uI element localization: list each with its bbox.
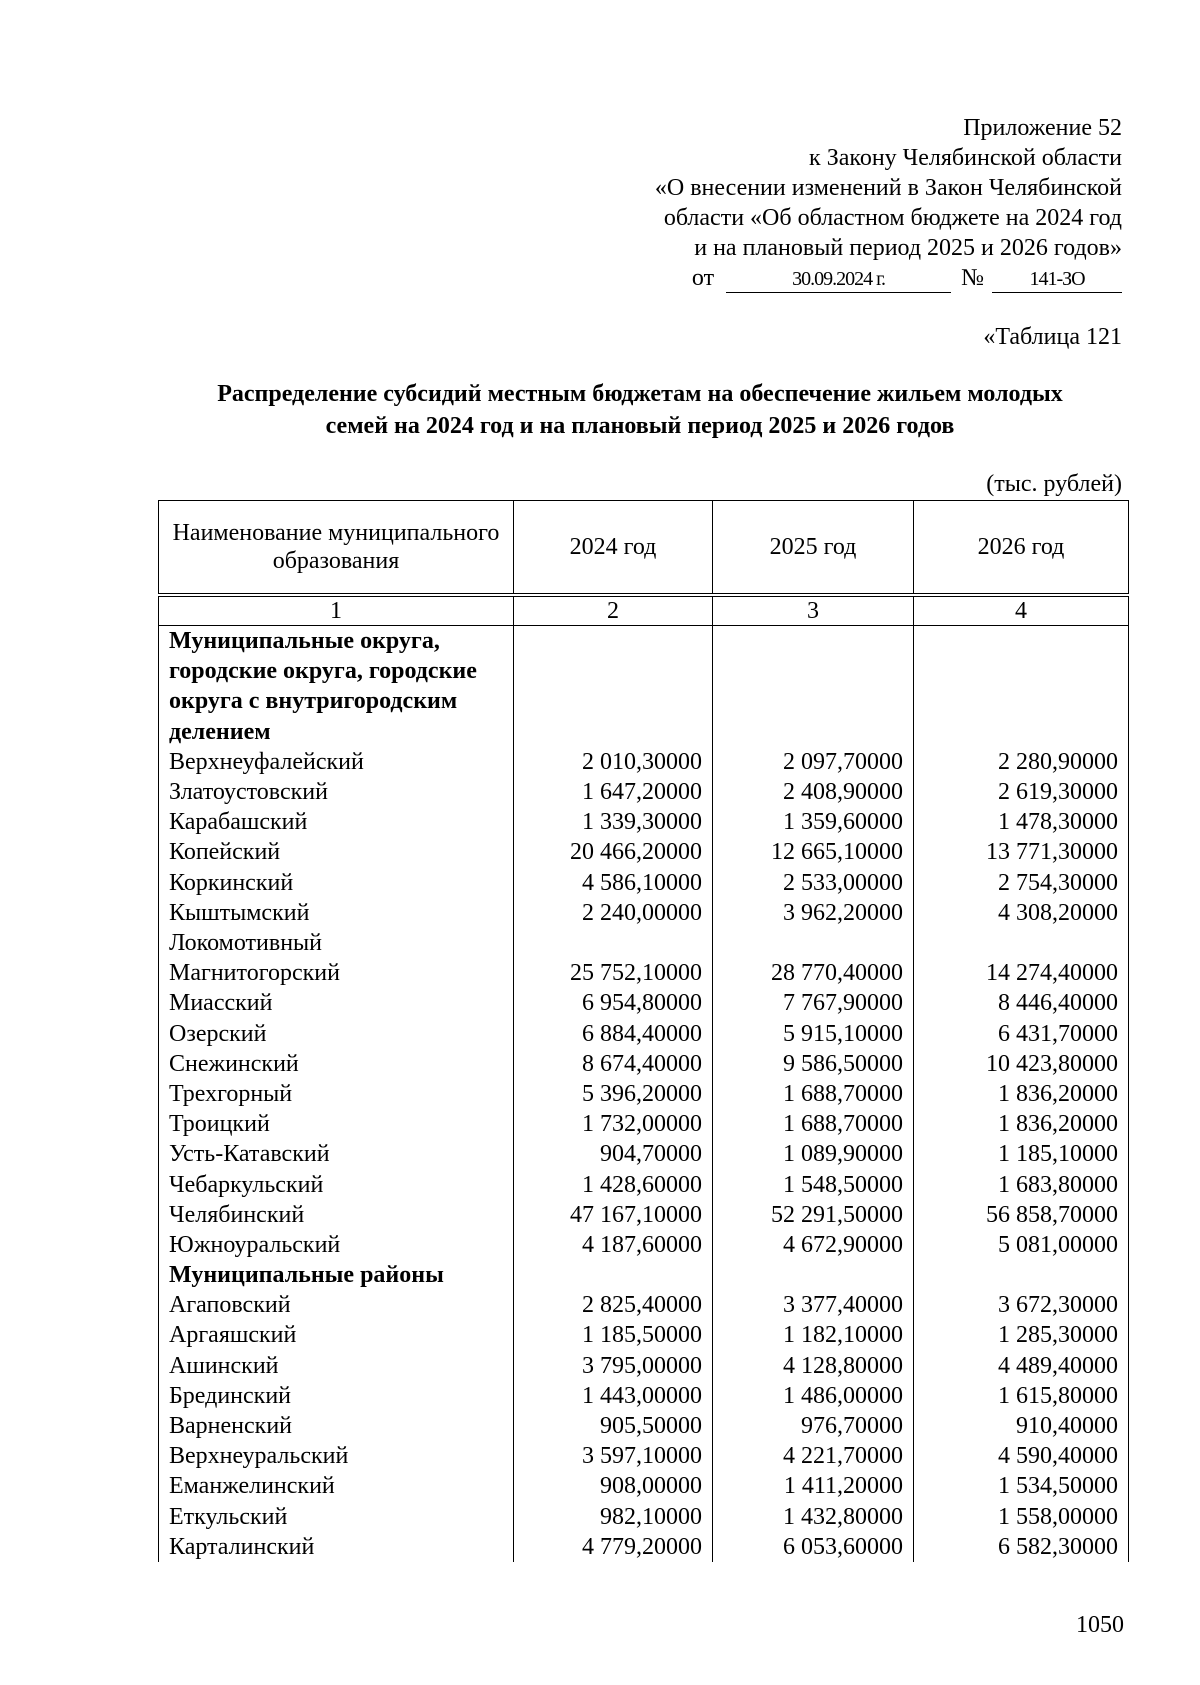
table-row [159,958,1129,988]
value-2026: 1 836,20000 [914,1079,1129,1109]
municipality-name: Кыштымский [159,898,514,928]
document-title [120,378,1160,442]
number-sign: № [961,265,984,291]
value-2024: 1 185,50000 [514,1320,713,1350]
appendix-law-title-1: «О внесении изменений в Закон Челябинской [654,175,1122,201]
column-number-3: 3 [713,595,914,626]
column-number-row [159,595,1129,626]
value-2026: 8 446,40000 [914,988,1129,1018]
value-2025: 2 097,70000 [713,747,914,777]
municipality-name: Верхнеуральский [159,1441,514,1471]
value-2026: 1 534,50000 [914,1471,1129,1501]
value-2026: 10 423,80000 [914,1049,1129,1079]
empty-cell [713,626,914,747]
table-row [159,1471,1129,1501]
value-2025: 1 688,70000 [713,1109,914,1139]
municipality-name: Еткульский [159,1502,514,1532]
value-2024: 4 187,60000 [514,1230,713,1260]
municipality-name: Варненский [159,1411,514,1441]
municipality-name: Карабашский [159,807,514,837]
value-2026: 910,40000 [914,1411,1129,1441]
value-2026: 6 582,30000 [914,1532,1129,1562]
table-row [159,1290,1129,1320]
value-2026: 14 274,40000 [914,958,1129,988]
column-header-2025: 2025 год [713,501,914,596]
value-2025: 1 486,00000 [713,1381,914,1411]
municipality-name: Еманжелинский [159,1471,514,1501]
column-header-2024: 2024 год [514,501,713,596]
table-row [159,1019,1129,1049]
appendix-law-title-3: и на плановый период 2025 и 2026 годов» [694,235,1122,261]
table-row [159,1502,1129,1532]
value-2025: 1 688,70000 [713,1079,914,1109]
municipality-name: Снежинский [159,1049,514,1079]
table-row [159,807,1129,837]
table-row [159,1532,1129,1562]
value-2024: 3 795,00000 [514,1351,713,1381]
value-2024 [514,928,713,958]
law-date-number-line [562,263,1122,293]
title-line-2: семей на 2024 год и на плановый период 2025 и 2026 годов [325,413,955,439]
municipality-name: Коркинский [159,868,514,898]
value-2025: 12 665,10000 [713,837,914,867]
value-2026: 13 771,30000 [914,837,1129,867]
value-2026: 2 754,30000 [914,868,1129,898]
column-header-2026: 2026 год [914,501,1129,596]
value-2024: 904,70000 [514,1139,713,1169]
appendix-number: Приложение 52 [963,115,1122,141]
municipality-name: Усть-Катавский [159,1139,514,1169]
value-2025: 1 359,60000 [713,807,914,837]
value-2024: 6 884,40000 [514,1019,713,1049]
column-number-2: 2 [514,595,713,626]
municipality-name: Озерский [159,1019,514,1049]
column-header-name: Наименование муниципального образования [159,501,514,596]
section-heading-districts: Муниципальные районы [159,1260,514,1290]
units-label: (тыс. рублей) [986,471,1122,497]
value-2025: 4 221,70000 [713,1441,914,1471]
table-body [159,626,1129,1562]
value-2024: 1 732,00000 [514,1109,713,1139]
table-label: «Таблица 121 [983,324,1122,350]
value-2024: 908,00000 [514,1471,713,1501]
value-2026: 4 308,20000 [914,898,1129,928]
value-2024: 47 167,10000 [514,1200,713,1230]
municipality-name: Миасский [159,988,514,1018]
appendix-law-title-2: области «Об областном бюджете на 2024 год [663,205,1122,231]
table-row [159,1079,1129,1109]
value-2025: 1 411,20000 [713,1471,914,1501]
value-2025: 5 915,10000 [713,1019,914,1049]
from-label: от [691,265,715,291]
municipality-name: Верхнеуфалейский [159,747,514,777]
value-2025: 52 291,50000 [713,1200,914,1230]
municipality-name: Локомотивный [159,928,514,958]
table-row [159,1411,1129,1441]
value-2025: 1 089,90000 [713,1139,914,1169]
table-row [159,837,1129,867]
section-heading-urban: Муниципальные округа, городские округа, городские округа с внутригородским делением [159,626,514,747]
value-2024: 2 240,00000 [514,898,713,928]
table-row [159,1169,1129,1199]
table-row [159,777,1129,807]
value-2025: 7 767,90000 [713,988,914,1018]
municipality-name: Трехгорный [159,1079,514,1109]
value-2024: 8 674,40000 [514,1049,713,1079]
table-row [159,898,1129,928]
value-2024: 1 647,20000 [514,777,713,807]
table-row [159,928,1129,958]
title-line-1: Распределение субсидий местным бюджетам на обеспечение жильем молодых [217,381,1063,407]
value-2026: 1 615,80000 [914,1381,1129,1411]
value-2024: 4 586,10000 [514,868,713,898]
column-number-4: 4 [914,595,1129,626]
value-2024: 1 339,30000 [514,807,713,837]
value-2026: 1 285,30000 [914,1320,1129,1350]
municipality-name: Брединский [159,1381,514,1411]
municipality-name: Челябинский [159,1200,514,1230]
value-2026: 4 489,40000 [914,1351,1129,1381]
value-2026: 1 558,00000 [914,1502,1129,1532]
value-2026: 1 185,10000 [914,1139,1129,1169]
law-number: 141-ЗО [992,266,1122,293]
municipality-name: Златоустовский [159,777,514,807]
empty-cell [914,626,1129,747]
table-row [159,1200,1129,1230]
page-number: 1050 [1076,1612,1124,1638]
value-2025: 3 962,20000 [713,898,914,928]
column-number-1: 1 [159,595,514,626]
value-2026: 56 858,70000 [914,1200,1129,1230]
municipality-name: Копейский [159,837,514,867]
municipality-name: Магнитогорский [159,958,514,988]
section-row-districts [159,1260,1129,1290]
law-date: 30.09.2024 г. [726,266,951,293]
value-2024: 1 443,00000 [514,1381,713,1411]
value-2025: 4 128,80000 [713,1351,914,1381]
municipality-name: Карталинский [159,1532,514,1562]
section-row-urban [159,626,1129,747]
value-2026: 2 619,30000 [914,777,1129,807]
table-row [159,1381,1129,1411]
value-2026: 1 478,30000 [914,807,1129,837]
value-2024: 20 466,20000 [514,837,713,867]
table-header-row [159,501,1129,596]
value-2026: 1 836,20000 [914,1109,1129,1139]
table-row [159,1441,1129,1471]
appendix-law-ref: к Закону Челябинской области [809,145,1122,171]
value-2026: 4 590,40000 [914,1441,1129,1471]
value-2025: 6 053,60000 [713,1532,914,1562]
value-2024: 2 825,40000 [514,1290,713,1320]
empty-cell [514,626,713,747]
empty-cell [713,1260,914,1290]
table-row [159,1351,1129,1381]
municipality-name: Троицкий [159,1109,514,1139]
value-2024: 3 597,10000 [514,1441,713,1471]
municipality-name: Аргаяшский [159,1320,514,1350]
table-row [159,747,1129,777]
value-2024: 982,10000 [514,1502,713,1532]
value-2024: 2 010,30000 [514,747,713,777]
municipality-name: Южноуральский [159,1230,514,1260]
value-2026: 3 672,30000 [914,1290,1129,1320]
table-row [159,988,1129,1018]
empty-cell [514,1260,713,1290]
value-2025: 1 432,80000 [713,1502,914,1532]
value-2024: 6 954,80000 [514,988,713,1018]
municipality-name: Ашинский [159,1351,514,1381]
appendix-header [562,113,1122,293]
value-2025: 4 672,90000 [713,1230,914,1260]
value-2024: 905,50000 [514,1411,713,1441]
value-2025: 1 182,10000 [713,1320,914,1350]
empty-cell [914,1260,1129,1290]
value-2024: 25 752,10000 [514,958,713,988]
value-2025: 3 377,40000 [713,1290,914,1320]
value-2026: 1 683,80000 [914,1169,1129,1199]
table-row [159,1049,1129,1079]
value-2024: 1 428,60000 [514,1169,713,1199]
table-row [159,1139,1129,1169]
value-2025: 9 586,50000 [713,1049,914,1079]
municipality-name: Чебаркульский [159,1169,514,1199]
subsidy-table [158,500,1129,1562]
table-row [159,1320,1129,1350]
value-2026 [914,928,1129,958]
value-2024: 5 396,20000 [514,1079,713,1109]
value-2025: 1 548,50000 [713,1169,914,1199]
value-2025: 2 533,00000 [713,868,914,898]
value-2024: 4 779,20000 [514,1532,713,1562]
value-2026: 2 280,90000 [914,747,1129,777]
value-2025: 976,70000 [713,1411,914,1441]
value-2025 [713,928,914,958]
value-2025: 28 770,40000 [713,958,914,988]
table-row [159,868,1129,898]
municipality-name: Агаповский [159,1290,514,1320]
table-row [159,1230,1129,1260]
table-row [159,1109,1129,1139]
value-2025: 2 408,90000 [713,777,914,807]
value-2026: 5 081,00000 [914,1230,1129,1260]
value-2026: 6 431,70000 [914,1019,1129,1049]
